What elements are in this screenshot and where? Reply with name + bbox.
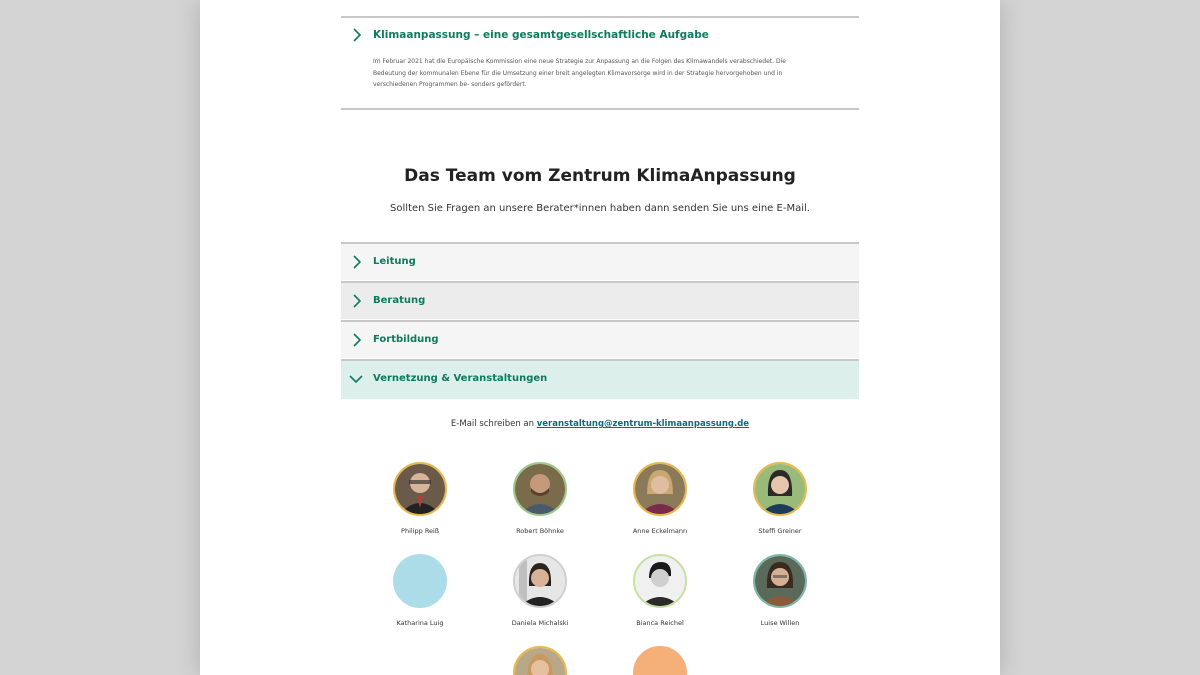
avatar-placeholder [393,554,447,608]
accordion-item-fortbildung[interactable] [341,320,859,358]
news-body: Im Februar 2021 hat die Europäische Kommission eine neue Strategie zur Anpassung an die Folgen des Klimawandels verabschiedet. Die Bedeutung der kommunalen Ebene für die Umsetzung einer breit angelegten Klimavorsorge wird in der Strategie hervorgehoben und in verschiedenen Programmen be- sonders gefördert. [373,58,786,88]
contact-prefix: E-Mail schreiben an [450,419,535,429]
avatar [753,554,807,608]
chevron-right-icon [351,294,363,308]
accordion-label: Leitung [373,256,416,267]
accordion-item-vernetzung[interactable] [341,359,859,399]
member-name: Anne Eckelmann [632,527,688,535]
avatar-placeholder [633,646,687,675]
accordion-label: Beratung [373,295,426,306]
avatar [513,462,567,516]
team-heading: Das Team vom Zentrum KlimaAnpassung [404,166,796,186]
avatar [513,554,567,608]
member-name: Robert Böhnke [516,527,564,535]
chevron-right-icon[interactable] [351,28,363,42]
member-name: Steffi Greiner [758,527,802,535]
avatar [393,462,447,516]
divider [341,16,859,18]
avatar [513,646,567,675]
member-name: Luise Willen [760,619,800,627]
team-member[interactable] [485,554,595,627]
chevron-down-icon [349,374,363,384]
page-content [200,0,1000,675]
chevron-right-icon [351,255,363,269]
news-item [341,16,859,110]
team-member[interactable] [605,462,715,535]
member-name: Philipp Reiß [401,527,439,535]
accordion-label: Fortbildung [373,334,439,345]
divider [341,108,859,110]
member-name: Daniela Michalski [511,619,569,627]
accordion-label: Vernetzung & Veranstaltungen [373,373,548,384]
accordion-item-leitung[interactable] [341,242,859,280]
team-member[interactable] [485,646,595,675]
avatar [633,462,687,516]
team-member[interactable] [365,462,475,535]
email-link[interactable]: veranstaltung@zentrum-klimaanpassung.de [536,419,750,429]
member-name: Katharina Luig [396,619,444,627]
team-member[interactable] [605,554,715,627]
team-member[interactable] [485,462,595,535]
team-member[interactable] [365,554,475,627]
team-member[interactable] [605,646,715,675]
avatar [753,462,807,516]
accordion-item-beratung[interactable] [341,281,859,319]
chevron-right-icon [351,333,363,347]
news-title[interactable]: Klimaanpassung – eine gesamtgesellschaftliche Aufgabe [373,29,709,41]
member-name: Bianca Reichel [636,619,684,627]
team-member[interactable] [725,462,835,535]
team-member[interactable] [725,554,835,627]
team-subtitle: Sollten Sie Fragen an unsere Berater*innen haben dann senden Sie uns eine E-Mail. [390,203,810,214]
avatar [633,554,687,608]
contact-line [200,419,1000,429]
